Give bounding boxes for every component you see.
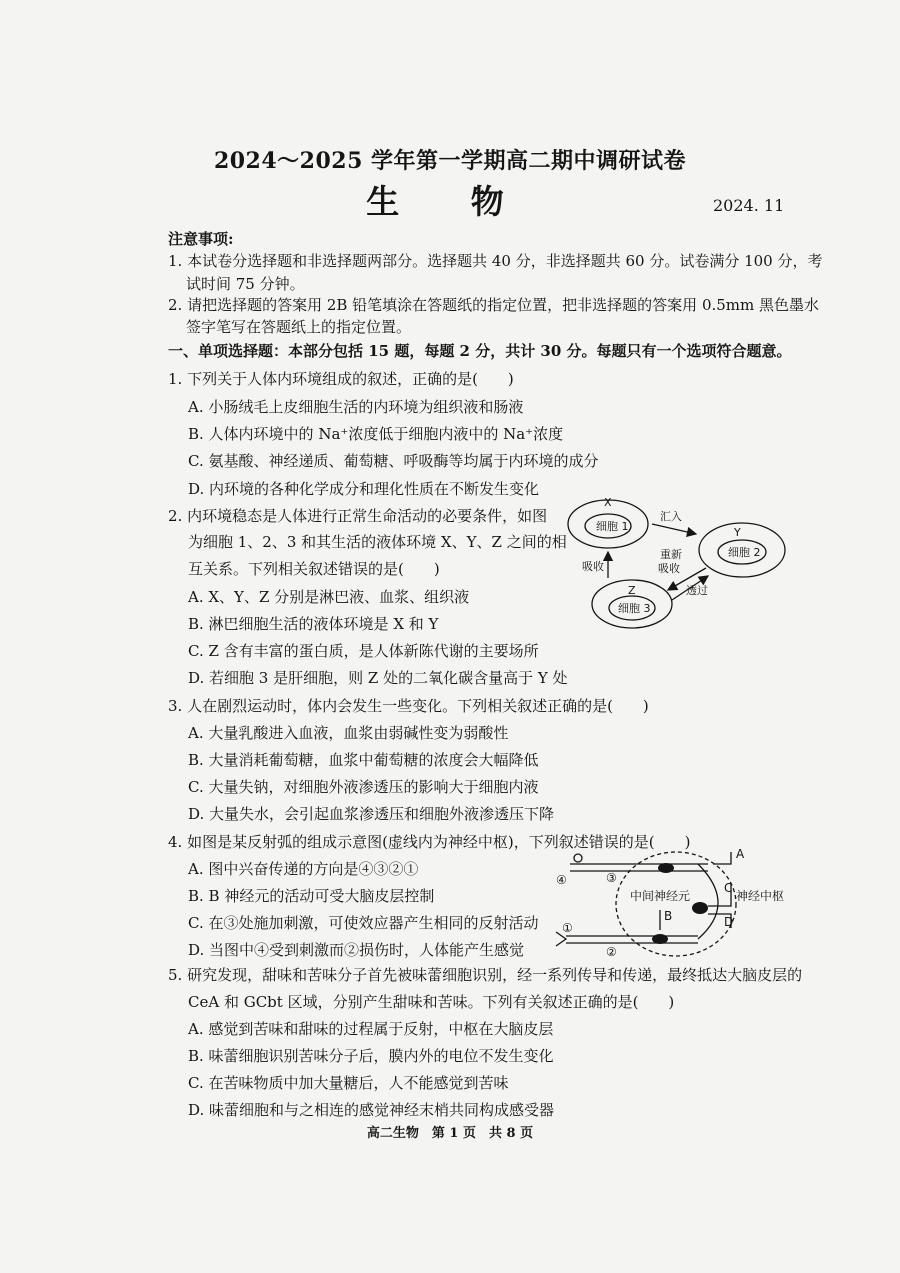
- pathway-a: [713, 852, 731, 864]
- x-label: X: [604, 496, 612, 509]
- q5-option-a: A. 感觉到苦味和甜味的过程属于反射，中枢在大脑皮层: [188, 1020, 554, 1038]
- cell-1-label: 细胞 1: [596, 520, 629, 533]
- q4-option-a: A. 图中兴奋传递的方向是④③②①: [188, 860, 419, 878]
- reflex-arc-diagram: [548, 844, 798, 960]
- interneuron-label: 中间神经元: [630, 889, 691, 903]
- arrow-huiru: [652, 524, 696, 534]
- chongxin-label-1: 重新: [660, 548, 682, 561]
- label-2: ②: [606, 945, 617, 959]
- label-4: ④: [556, 873, 567, 887]
- label-D: D: [724, 915, 734, 929]
- exam-title: 2024～2025 学年第一学期高二期中调研试卷: [213, 148, 687, 174]
- q3-option-b: B. 大量消耗葡萄糖，血浆中葡萄糖的浓度会大幅降低: [188, 751, 539, 769]
- z-label: Z: [628, 584, 636, 597]
- q4-stem: 4. 如图是某反射弧的组成示意图(虚线内为神经中枢)，下列叙述错误的是( ): [168, 833, 691, 851]
- neuron-body-upper: [574, 854, 582, 862]
- q3-option-d: D. 大量失水，会引起血浆渗透压和细胞外液渗透压下降: [188, 805, 555, 823]
- q2-stem-2: 为细胞 1、2、3 和其生活的液体环境 X、Y、Z 之间的相: [188, 533, 567, 551]
- q2-option-b: B. 淋巴细胞生活的液体环境是 X 和 Y: [188, 615, 439, 633]
- q3-option-a: A. 大量乳酸进入血液，血浆由弱碱性变为弱酸性: [188, 724, 509, 742]
- cell-2-label: 细胞 2: [728, 546, 761, 559]
- cell-3-label: 细胞 3: [618, 602, 651, 615]
- q4-option-b: B. B 神经元的活动可受大脑皮层控制: [188, 887, 435, 905]
- label-1: ①: [562, 921, 573, 935]
- label-C: C: [724, 881, 733, 895]
- section-1-heading: 一、单项选择题：本部分包括 15 题，每题 2 分，共计 30 分。每题只有一个选项符合题意。: [168, 342, 792, 360]
- q1-option-b: B. 人体内环境中的 Na⁺浓度低于细胞内液中的 Na⁺浓度: [188, 425, 564, 443]
- q1-stem: 1. 下列关于人体内环境组成的叙述，正确的是( ): [168, 370, 514, 388]
- notice-item-1: 1. 本试卷分选择题和非选择题两部分。选择题共 40 分，非选择题共 60 分。试卷满分 100 分，考: [168, 252, 823, 270]
- q2-stem-1: 2. 内环境稳态是人体进行正常生命活动的必要条件，如图: [168, 507, 548, 525]
- label-A: A: [736, 847, 745, 861]
- touguo-label: 透过: [686, 584, 708, 597]
- synapse-middle: [692, 902, 708, 914]
- chongxin-label-2: 吸收: [658, 562, 680, 575]
- xishou-label: 吸收: [582, 560, 604, 573]
- q2-option-c: C. Z 含有丰富的蛋白质，是人体新陈代谢的主要场所: [188, 642, 539, 660]
- q4-option-c: C. 在③处施加刺激，可使效应器产生相同的反射活动: [188, 914, 539, 932]
- q2-option-d: D. 若细胞 3 是肝细胞，则 Z 处的二氧化碳含量高于 Y 处: [188, 669, 568, 687]
- fluid-environment-diagram: [560, 490, 800, 640]
- q3-option-c: C. 大量失钠，对细胞外液渗透压的影响大于细胞内液: [188, 778, 539, 796]
- q2-stem-3: 互关系。下列相关叙述错误的是( ): [188, 560, 440, 578]
- q5-option-c: C. 在苦味物质中加大量糖后，人不能感觉到苦味: [188, 1074, 509, 1092]
- q5-option-d: D. 味蕾细胞和与之相连的感觉神经末梢共同构成感受器: [188, 1101, 555, 1119]
- q5-option-b: B. 味蕾细胞识别苦味分子后，膜内外的电位不发生变化: [188, 1047, 554, 1065]
- interneuron-path: [698, 864, 718, 939]
- q4-option-d: D. 当图中④受到刺激而②损伤时，人体能产生感觉: [188, 941, 525, 959]
- label-B: B: [664, 909, 673, 923]
- notice-item-2-cont: 签字笔写在答题纸上的指定位置。: [186, 318, 412, 336]
- notice-item-1-cont: 试时间 75 分钟。: [186, 275, 305, 293]
- notice-item-2: 2. 请把选择题的答案用 2B 铅笔填涂在答题纸的指定位置，把非选择题的答案用 0.5mm 黑色墨水: [168, 296, 820, 314]
- q1-option-d: D. 内环境的各种化学成分和理化性质在不断发生变化: [188, 480, 540, 498]
- subject-title: 生 物: [366, 182, 534, 221]
- label-3: ③: [606, 871, 617, 885]
- huiru-label: 汇入: [660, 510, 682, 523]
- q2-option-a: A. X、Y、Z 分别是淋巴液、血浆、组织液: [188, 588, 470, 606]
- q5-stem-2: CeA 和 GCbt 区域，分别产生甜味和苦味。下列有关叙述正确的是( ): [188, 993, 675, 1011]
- nerve-center-label: 神经中枢: [736, 889, 785, 903]
- notice-heading: 注意事项:: [168, 230, 234, 248]
- synapse-lower: [652, 934, 668, 944]
- synapse-upper: [658, 863, 674, 873]
- page-footer: 高二生物 第 1 页 共 8 页: [366, 1126, 534, 1141]
- y-label: Y: [734, 526, 741, 539]
- exam-date: 2024. 11: [713, 196, 785, 215]
- q3-stem: 3. 人在剧烈运动时，体内会发生一些变化。下列相关叙述正确的是( ): [168, 697, 649, 715]
- q1-option-a: A. 小肠绒毛上皮细胞生活的内环境为组织液和肠液: [188, 398, 524, 416]
- q5-stem-1: 5. 研究发现，甜味和苦味分子首先被味蕾细胞识别，经一系列传导和传递，最终抵达大脑皮层的: [168, 966, 803, 984]
- q1-option-c: C. 氨基酸、神经递质、葡萄糖、呼吸酶等均属于内环境的成分: [188, 452, 599, 470]
